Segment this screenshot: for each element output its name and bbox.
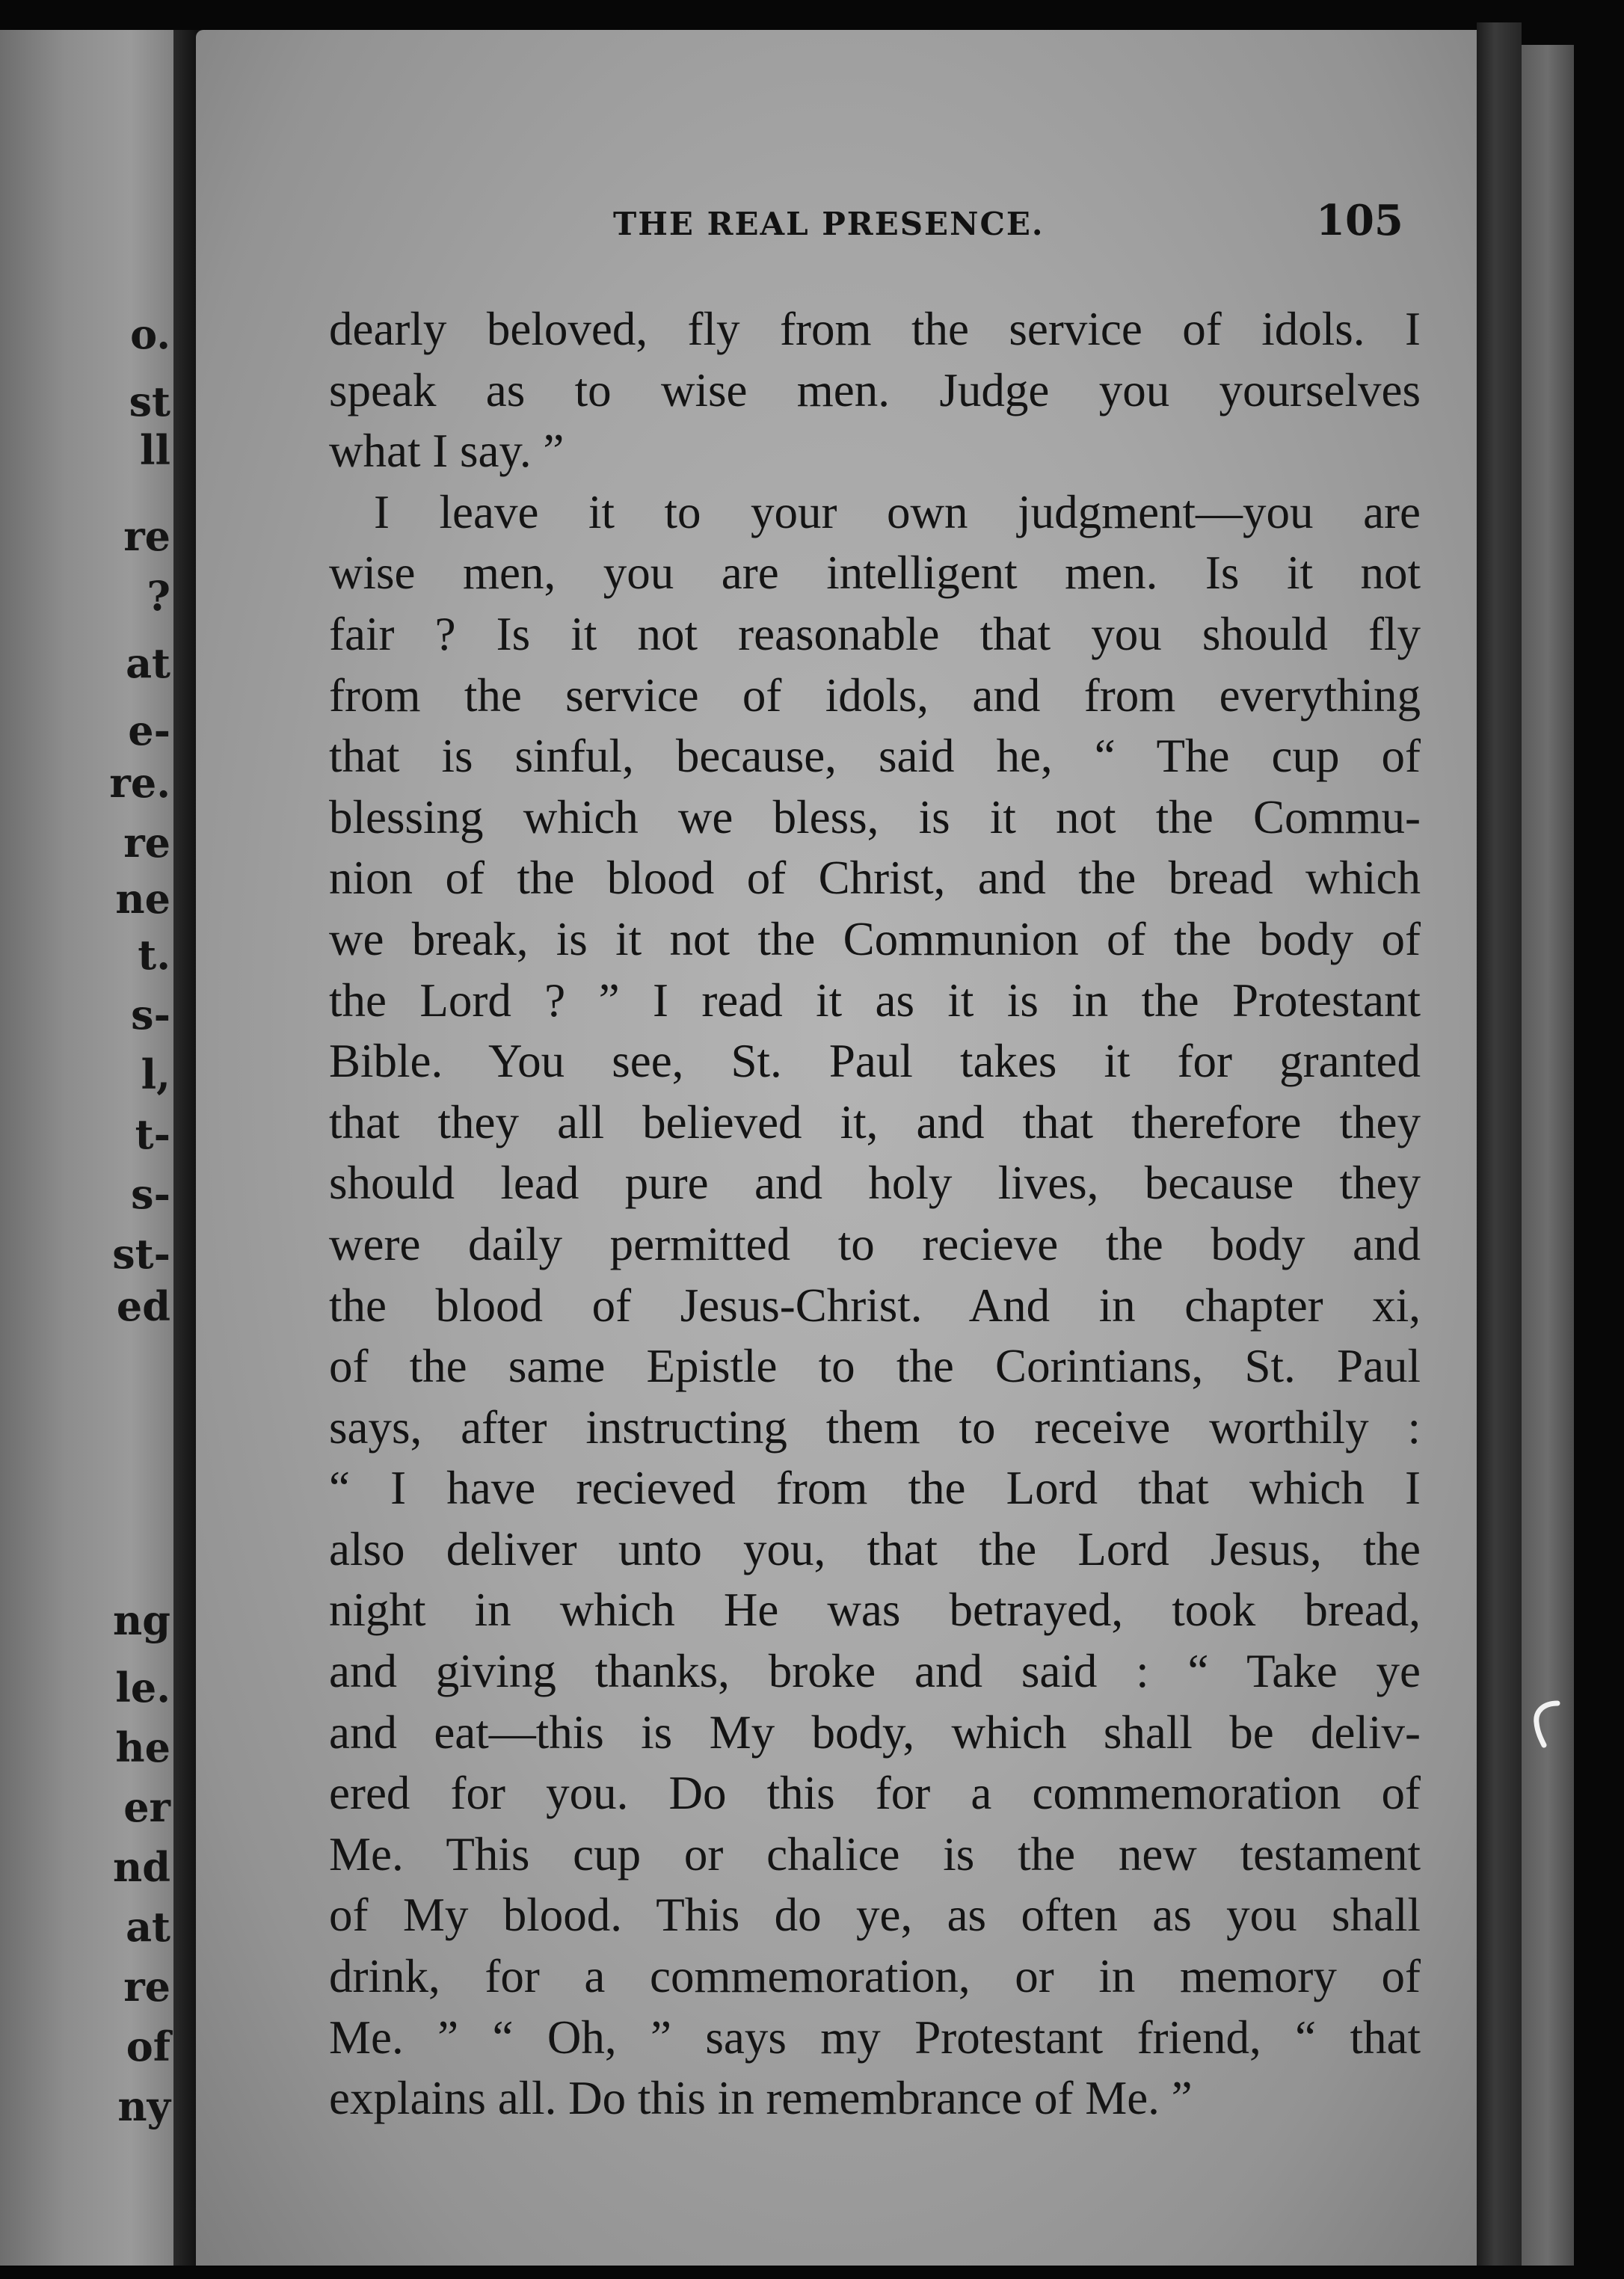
text-line: blessing which we bless, is it not the Commu-: [329, 790, 1421, 843]
previous-page-text-fragment: e-: [128, 707, 170, 754]
text-line: Me. ” “ Oh, ” says my Protestant friend, “ that: [329, 2011, 1421, 2064]
previous-page-text-fragment: he: [115, 1723, 170, 1771]
previous-page-text-fragment: nd: [112, 1843, 170, 1891]
previous-page-edge: [0, 30, 187, 2266]
text-line: of the same Epistle to the Corintians, St. Paul: [329, 1340, 1421, 1393]
previous-page-text-fragment: at: [126, 639, 170, 687]
text-line: speak as to wise men. Judge you yourselves: [329, 363, 1421, 416]
previous-page-text-fragment: of: [126, 2023, 170, 2070]
previous-page-text-fragment: at: [126, 1903, 170, 1951]
text-line: what I say. ”: [329, 425, 565, 478]
text-line: the Lord ? ” I read it as it is in the Protestant: [329, 974, 1421, 1027]
text-line: says, after instructing them to receive worthily :: [329, 1400, 1421, 1454]
text-line: of My blood. This do ye, as often as you shall: [329, 1889, 1421, 1942]
text-line: I leave it to your own judgment—you are: [374, 485, 1421, 538]
text-line: fair ? Is it not reasonable that you should fly: [329, 607, 1421, 660]
page-stack-edge: [1477, 22, 1522, 2266]
previous-page-text-fragment: s-: [131, 991, 170, 1039]
text-line: we break, is it not the Communion of the body of: [329, 912, 1421, 965]
text-line: dearly beloved, fly from the service of idols. I: [329, 303, 1421, 355]
text-line: were daily permitted to recieve the body and: [329, 1217, 1421, 1270]
previous-page-text-fragment: ?: [147, 572, 170, 620]
previous-page-text-fragment: re: [123, 512, 170, 560]
previous-page-text-fragment: s-: [131, 1170, 170, 1218]
text-line: from the service of idols, and from everything: [329, 668, 1421, 722]
previous-page-text-fragment: re: [123, 819, 170, 867]
text-line: night in which He was betrayed, took bread,: [329, 1584, 1421, 1637]
previous-page-text-fragment: ed: [116, 1282, 170, 1330]
previous-page-text-fragment: ny: [117, 2082, 170, 2130]
previous-page-text-fragment: t.: [138, 931, 170, 979]
previous-page-text-fragment: ng: [112, 1596, 170, 1644]
previous-page-text-fragment: re.: [109, 759, 170, 807]
text-line: that they all believed it, and that therefore they: [329, 1095, 1421, 1148]
text-line: Bible. You see, St. Paul takes it for granted: [329, 1035, 1421, 1088]
running-head: THE REAL PRESENCE.: [613, 206, 1045, 242]
previous-page-text-fragment: st-: [112, 1230, 170, 1278]
previous-page-text-fragment: ll: [139, 426, 170, 474]
previous-page-text-fragment: re: [123, 1963, 170, 2011]
text-line: drink, for a commemoration, or in memory of: [329, 1950, 1421, 2003]
text-line: that is sinful, because, said he, “ The cup of: [329, 730, 1421, 783]
previous-page-text-fragment: t-: [135, 1110, 170, 1158]
page-stack-outer-edge: [1522, 45, 1574, 2266]
previous-page-text-fragment: st: [129, 378, 170, 425]
text-line: and giving thanks, broke and said : “ Take ye: [329, 1645, 1421, 1698]
previous-page-text-fragment: le.: [115, 1664, 170, 1711]
previous-page-text-fragment: l,: [141, 1051, 170, 1098]
text-line: and eat—this is My body, which shall be deliv-: [329, 1706, 1421, 1759]
text-line: explains all. Do this in remembrance of Me. ”: [329, 2072, 1193, 2125]
text-line: ered for you. Do this for a commemoration of: [329, 1767, 1421, 1820]
previous-page-text-fragment: o.: [130, 310, 170, 358]
previous-page-text-fragment: ne: [115, 875, 170, 923]
text-line: nion of the blood of Christ, and the bread which: [329, 852, 1421, 905]
text-line: Me. This cup or chalice is the new testament: [329, 1827, 1421, 1880]
pencil-mark-icon: [1522, 1697, 1566, 1750]
text-line: “ I have recieved from the Lord that which I: [329, 1462, 1421, 1515]
text-line: the blood of Jesus-Christ. And in chapter xi,: [329, 1279, 1421, 1332]
text-line: wise men, you are intelligent men. Is it not: [329, 547, 1421, 600]
body-text: [329, 299, 1421, 2129]
previous-page-text-fragment: er: [123, 1783, 170, 1831]
page-number: 105: [1316, 196, 1403, 245]
text-line: should lead pure and holy lives, because they: [329, 1157, 1421, 1210]
text-line: also deliver unto you, that the Lord Jesus, the: [329, 1522, 1421, 1575]
